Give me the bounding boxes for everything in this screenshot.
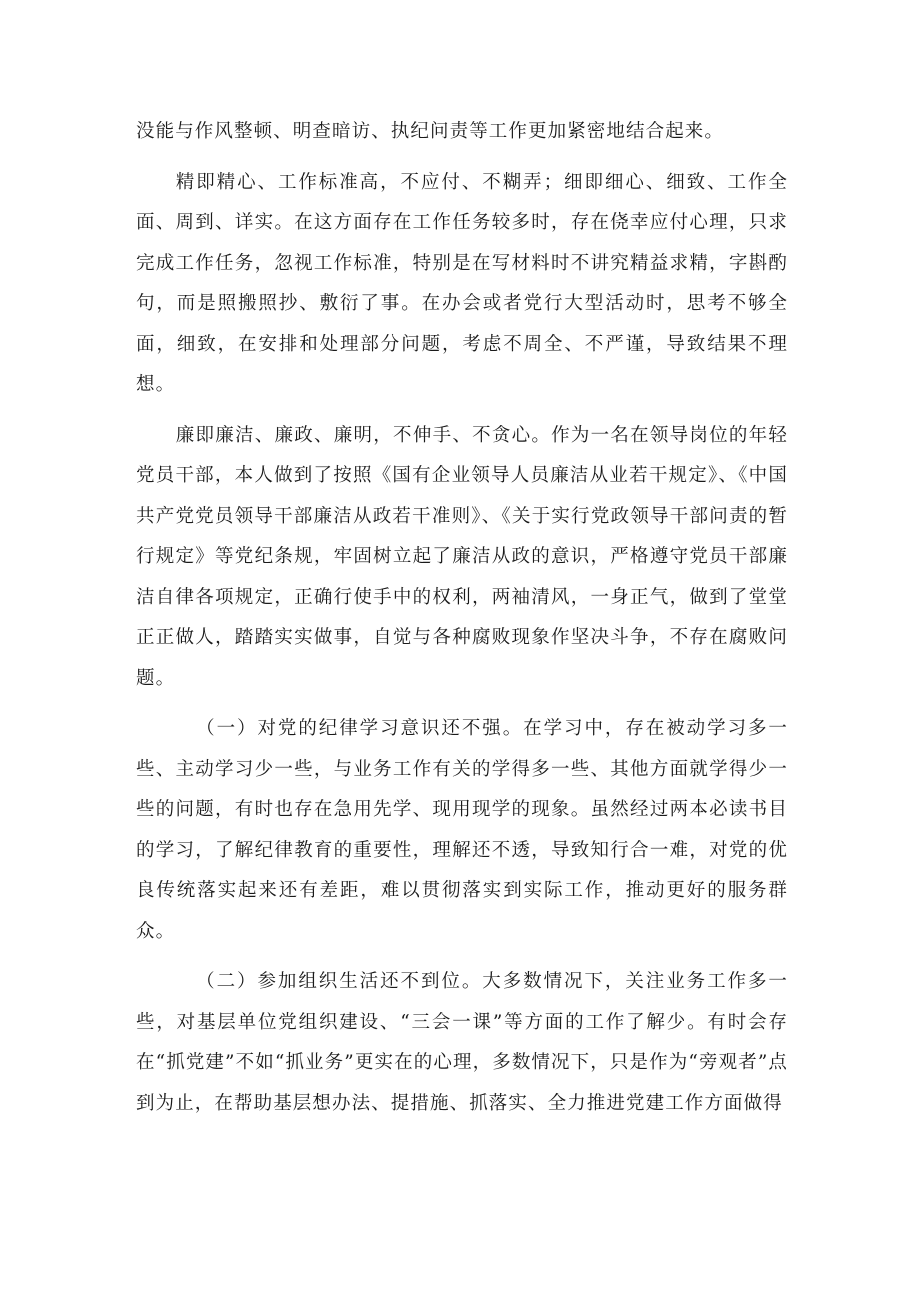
paragraph-issue-one: （一）对党的纪律学习意识还不强。在学习中，存在被动学习多一些、主动学习少一些，与业务工作有关的学得多一些、其他方面就学得少一些的问题，有时也存在急用先学、现用现学的现象。虽然经过两本必读书目的学习，了解纪律教育的重要性，理解还不透，导致知行合一难，对党的优良传统落实起来还有差距，难以贯彻落实到实际工作，推动更好的服务群众。 [136,718,788,942]
document-page [136,112,788,1124]
paragraph-continuation: 没能与作风整顿、明查暗访、执纪问责等工作更加紧密地结合起来。 [136,121,725,142]
paragraph-integrity: 廉即廉洁、廉政、廉明，不伸手、不贪心。作为一名在领导岗位的年轻党员干部，本人做到了按照《国有企业领导人员廉洁从业若干规定》、《中国共产党党员领导干部廉洁从政若干准则》、《关于实行党政领导干部问责的暂行规定》等党纪条规，牢固树立起了廉洁从政的意识，严格遵守党员干部廉洁自律各项规定，正确行使手中的权利，两袖清风，一身正气，做到了堂堂正正做人，踏踏实实做事，自觉与各种腐败现象作坚决斗争，不存在腐败问题。 [136,424,788,689]
paragraph-issue-two: （二）参加组织生活还不到位。大多数情况下，关注业务工作多一些，对基层单位党组织建设、“三会一课”等方面的工作了解少。有时会存在“抓党建”不如“抓业务”更实在的心理，多数情况下，只是作为“旁观者”点到为止，在帮助基层想办法、提措施、抓落实、全力推进党建工作方面做得 [136,971,788,1114]
paragraph-precision: 精即精心、工作标准高，不应付、不糊弄；细即细心、细致、工作全面、周到、详实。在这方面存在工作任务较多时，存在侥幸应付心理，只求完成工作任务，忽视工作标准，特别是在写材料时不讲究精益求精，字斟酌句，而是照搬照抄、敷衍了事。在办会或者党行大型活动时，思考不够全面，细致，在安排和处理部分问题，考虑不周全、不严谨，导致结果不理想。 [136,171,788,395]
